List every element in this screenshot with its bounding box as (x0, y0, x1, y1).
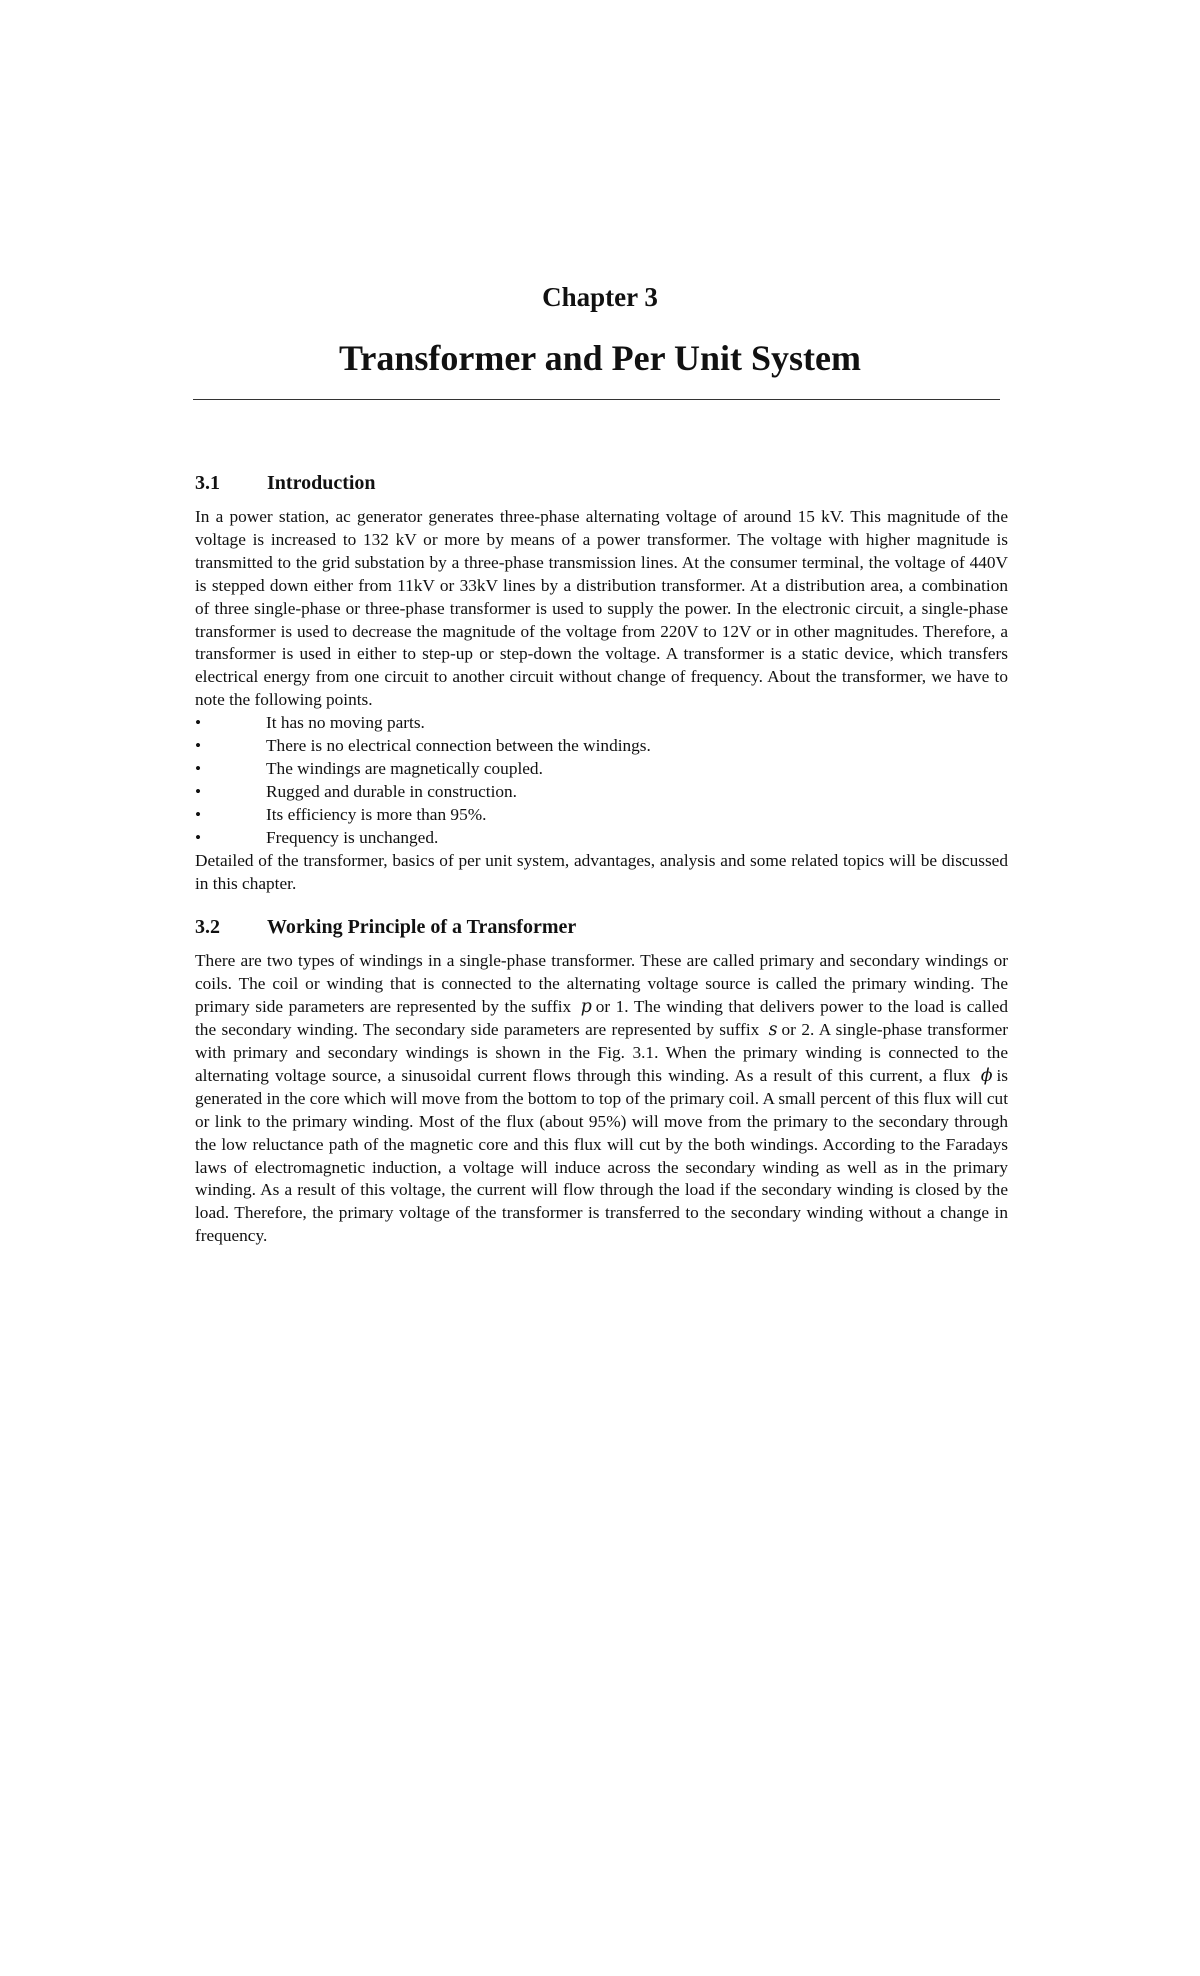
list-item-text: Its efficiency is more than 95%. (266, 804, 487, 824)
suffix-p-symbol: p (580, 997, 592, 1018)
list-item-text: Frequency is unchanged. (266, 827, 439, 847)
bullet-list (195, 712, 1008, 849)
bullet-icon: • (195, 781, 202, 801)
chapter-body (195, 470, 1008, 1248)
chapter-title: Transformer and Per Unit System (339, 338, 861, 378)
paragraph-text-4: is generated in the core which will move from the bottom to top of the primary coil. A small percent of this flux will cut or link to the primary winding. Most of the flux (about 95%) will move from the primary to the secondary through the low reluctance path of the magnetic core and this flux will cut by the both windings. According to the Faradays laws of electromagnetic induction, a voltage will induce across the secondary winding as well as in the primary winding. As a result of this voltage, the current will flow through the load if the secondary winding is closed by the load. Therefore, the primary voltage of the transformer is transferred to the secondary winding without a change in frequency. (195, 1065, 1008, 1246)
section-working-principle (195, 914, 1008, 1248)
section-heading (195, 470, 1008, 496)
paragraph-text-2: or 1. The winding that delivers power to the load is called the secondary winding. The secondary side parameters are represented by suffix (195, 997, 1008, 1040)
bullet-icon: • (195, 827, 202, 847)
suffix-s-symbol: s (768, 1020, 778, 1041)
section-number: 3.2 (195, 916, 220, 939)
section-spacer (195, 895, 1008, 914)
list-item (195, 712, 1008, 735)
section-introduction (195, 470, 1008, 895)
list-item (195, 827, 1008, 850)
section-heading (195, 914, 1008, 940)
closing-paragraph: Detailed of the transformer, basics of per unit system, advantages, analysis and some related topics will be discussed in this chapter. (195, 850, 1008, 893)
working-principle-paragraph (195, 950, 1008, 1248)
title-rule (193, 399, 1000, 400)
section-number: 3.1 (195, 472, 220, 494)
section-title: Introduction (267, 472, 376, 494)
bullet-icon: • (195, 804, 202, 824)
list-item (195, 804, 1008, 827)
section-title: Working Principle of a Transformer (267, 916, 577, 939)
list-item (195, 758, 1008, 781)
flux-phi-symbol: ϕ (980, 1065, 993, 1086)
bullet-icon: • (195, 713, 202, 733)
list-item-text: Rugged and durable in construction. (266, 781, 518, 801)
list-item-text: There is no electrical connection between the windings. (266, 736, 651, 756)
paragraph-text-1: There are two types of windings in a single-phase transformer. These are called primary and secondary windings or coils. The coil or winding that is connected to the alternating voltage source is called the primary winding. The primary side parameters are represented by the suffix (195, 951, 1008, 1017)
list-item (195, 735, 1008, 758)
bullet-icon: • (195, 758, 202, 778)
chapter-label: Chapter 3 (542, 282, 658, 312)
paragraph-text-3: or 2. A single-phase transformer with primary and secondary windings is shown in the Fig. 3.1. When the primary winding is connected to the alternating voltage source, a sinusoidal current flows through this winding. As a result of this current, a flux (195, 1020, 1008, 1085)
list-item (195, 781, 1008, 804)
list-item-text: The windings are magnetically coupled. (266, 758, 543, 778)
intro-paragraph: In a power station, ac generator generates three-phase alternating voltage of around 15 kV. This magnitude of the voltage is increased to 132 kV or more by means of a power transformer. The voltage with higher magnitude is transmitted to the grid substation by a three-phase transmission lines. At the consumer terminal, the voltage of 440V is stepped down either from 11kV or 33kV lines by a distribution transformer. At a distribution area, a combination of three single-phase or three-phase transformer is used to supply the power. In the electronic circuit, a single-phase transformer is used to decrease the magnitude of the voltage from 220V to 12V or in other magnitudes. Therefore, a transformer is used in either to step-up or step-down the voltage. A transformer is a static device, which transfers electrical energy from one circuit to another circuit without change of frequency. About the transformer, we have to note the following points. (195, 507, 1008, 710)
list-item-text: It has no moving parts. (266, 713, 425, 733)
bullet-icon: • (195, 736, 202, 756)
